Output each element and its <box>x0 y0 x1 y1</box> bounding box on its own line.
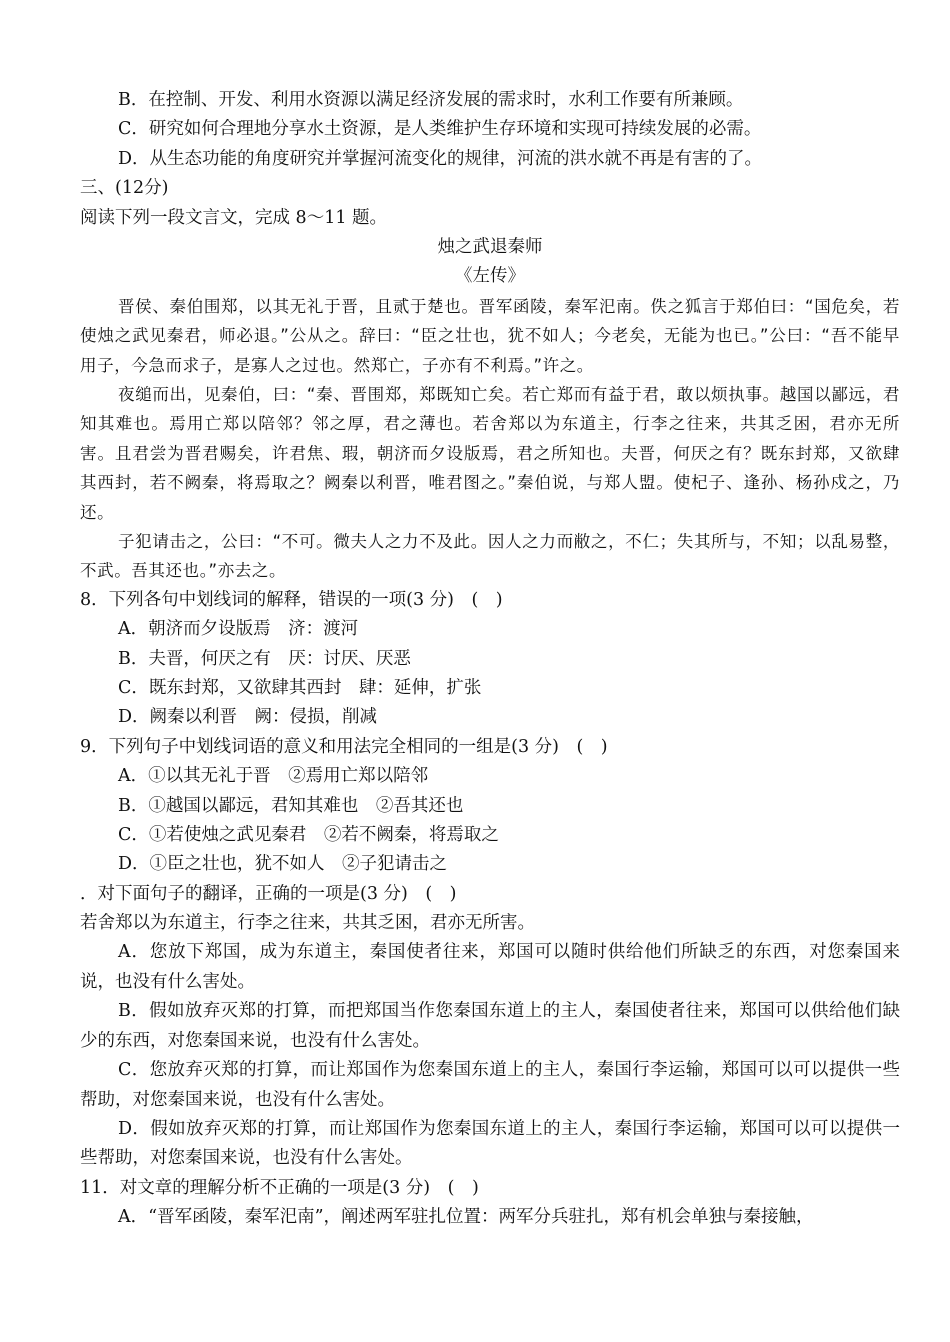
passage-source: 《左传》 <box>455 266 525 287</box>
question-9-option-c: C．①若使烛之武见秦君 ②若不阙秦，将焉取之 <box>118 824 499 845</box>
question-8-stem: 8．下列各句中划线词的解释，错误的一项(3 分) ( ) <box>80 589 503 610</box>
section-heading: 三、(12分) <box>80 178 169 199</box>
question-9-stem: 9．下列句子中划线词语的意义和用法完全相同的一组是(3 分) ( ) <box>80 736 608 757</box>
question-10-option-a: A．您放下郑国，成为东道主，秦国使者往来，郑国可以随时供给他们所缺乏的东西，对您秦国来说，也没有什么害处。 <box>80 942 900 992</box>
question-8-option-c: C．既东封郑，又欲肆其西封 肆：延伸，扩张 <box>118 677 482 698</box>
question-10-sentence: 若舍郑以为东道主，行李之往来，共其乏困，君亦无所害。 <box>80 913 535 934</box>
question-10-option-b: B．假如放弃灭郑的打算，而把郑国当作您秦国东道上的主人，秦国使者往来，郑国可以供给他们缺少的东西，对您秦国来说，也没有什么害处。 <box>80 1001 900 1051</box>
question-8-option-a: A．朝济而夕设版焉 济：渡河 <box>118 619 359 640</box>
question-11-stem: 11．对文章的理解分析不正确的一项是(3 分) ( ) <box>80 1177 479 1198</box>
question-9-option-a: A．①以其无礼于晋 ②焉用亡郑以陪邻 <box>118 766 429 787</box>
question-8-option-b: B．夫晋，何厌之有 厌：讨厌、厌恶 <box>118 648 411 669</box>
exam-page <box>80 86 900 1233</box>
option-c: C．研究如何合理地分享水土资源，是人类维护生存环境和实现可持续发展的必需。 <box>118 119 762 140</box>
question-10-option-c: C．您放弃灭郑的打算，而让郑国作为您秦国东道上的主人，秦国行李运输，郑国可以可以提供一些帮助，对您秦国来说，也没有什么害处。 <box>80 1060 900 1110</box>
option-d: D．从生态功能的角度研究并掌握河流变化的规律，河流的洪水就不再是有害的了。 <box>118 148 763 169</box>
question-10-stem: ．对下面句子的翻译，正确的一项是(3 分) ( ) <box>80 883 457 904</box>
passage-paragraph-1: 晋侯、秦伯围郑，以其无礼于晋，且贰于楚也。晋军函陵，秦军汜南。佚之狐言于郑伯曰：“国危矣，若使烛之武见秦君，师必退。”公从之。辞曰：“臣之壮也，犹不如人；今老矣，无能为也已。”公曰：“吾不能早用子，今急而求子，是寡人之过也。然郑亡，子亦有不利焉。”许之。 <box>80 296 900 375</box>
option-b: B．在控制、开发、利用水资源以满足经济发展的需求时，水利工作要有所兼顾。 <box>118 90 744 110</box>
question-9-option-d: D．①臣之壮也，犹不如人 ②子犯请击之 <box>118 854 448 875</box>
passage-title: 烛之武退秦师 <box>437 236 543 257</box>
passage-paragraph-2: 夜缒而出，见秦伯，曰：“秦、晋围郑，郑既知亡矣。若亡郑而有益于君，敢以烦执事。越国以鄙远，君知其难也。焉用亡郑以陪邻？邻之厚，君之薄也。若舍郑以为东道主，行李之往来，共其乏困，君亦无所害。且君尝为晋君赐矣，许君焦、瑕，朝济而夕设版焉，君之所知也。夫晋，何厌之有？既东封郑，又欲肆其西封，若不阙秦，将焉取之？阙秦以利晋，唯君图之。”秦伯说，与郑人盟。使杞子、逢孙、杨孙戍之，乃还。 <box>80 384 900 522</box>
section-instruction: 阅读下列一段文言文，完成 8～11 题。 <box>80 207 388 228</box>
question-11-option-a: A．“晋军函陵，秦军汜南”，阐述两军驻扎位置：两军分兵驻扎，郑有机会单独与秦接触， <box>118 1207 814 1228</box>
question-10-option-d: D．假如放弃灭郑的打算，而让郑国作为您秦国东道上的主人，秦国行李运输，郑国可以可以提供一些帮助，对您秦国来说，也没有什么害处。 <box>80 1118 900 1169</box>
passage-paragraph-3: 子犯请击之，公曰：“不可。微夫人之力不及此。因人之力而敝之，不仁；失其所与，不知；以乱易整，不武。吾其还也。”亦去之。 <box>80 531 900 581</box>
question-8-option-d: D．阙秦以利晋 阙：侵损，削减 <box>118 707 378 728</box>
question-9-option-b: B．①越国以鄙远，君知其难也 ②吾其还也 <box>118 795 464 816</box>
